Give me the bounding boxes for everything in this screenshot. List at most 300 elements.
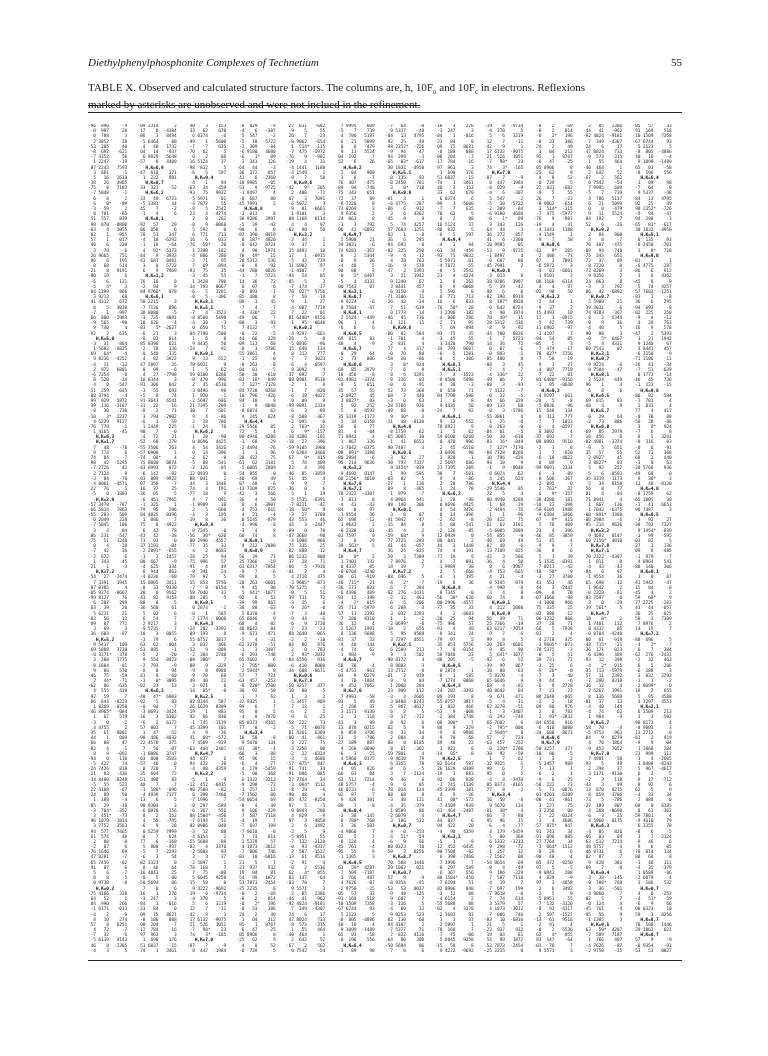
table-row: -8 029 -9 [236, 124, 276, 129]
table-row: -01 2 4 [533, 632, 573, 638]
table-row: -45 761 -4 [583, 907, 623, 913]
table-row: -32 9325 1 [236, 699, 276, 705]
table-row: 6 5 -206 [632, 663, 672, 669]
table-row: 76 16 0 [137, 279, 177, 285]
table-row: -6 18 -4022 [533, 456, 573, 461]
table-row: 1 5 62 [187, 367, 227, 373]
table-row: -5 88 -541 [187, 461, 227, 467]
table-row: -6 9 66 [632, 902, 672, 908]
table-row: -3 59 2 [88, 207, 128, 212]
table-row: -85 29 -38 [88, 803, 128, 809]
table-row: 8 7345 -0 [187, 528, 227, 534]
table-row: 68 2 440 [632, 456, 672, 461]
table-row: -8 188 088 [434, 149, 474, 155]
table-row: H,K=0,5 [385, 450, 412, 456]
table-row: -9 298 -72 [484, 845, 524, 851]
table-row: -7 42 36 [88, 549, 128, 555]
table-row: 3 1171 -9130 [335, 710, 375, 716]
table-row: 87 48 -6 [484, 544, 524, 550]
table-row: -59 7801 4 [632, 813, 672, 819]
table-row: -2 384 2748 [434, 715, 474, 721]
table-row: -63 34 -459 [434, 248, 474, 254]
table-row: -40 464 1 [583, 165, 623, 171]
table-row: 4 5229 9127 [88, 419, 128, 425]
table-row: 2 8 -262 [434, 279, 474, 285]
table-row: -1 9 -8040 [484, 466, 524, 472]
table-row: H,K=9,8 [632, 388, 659, 394]
table-row: -2 2 -18 [286, 637, 326, 643]
table-row: H,K=0,7 [583, 357, 610, 363]
table-row: -1 99 -595 [632, 533, 672, 539]
table-row: 50 3 7309 [632, 616, 672, 622]
table-row: -88 3 -93 [236, 321, 276, 327]
table-row: -85 480 8 [236, 295, 276, 301]
table-row: 88 041 2 [434, 539, 474, 544]
table-row: 3 7297 4551 [632, 699, 672, 705]
table-row: 4 28 763 [632, 321, 672, 327]
table-row: 77 8 -2 [484, 788, 524, 793]
table-row: -79 95 296 [137, 507, 177, 513]
table-row: -57 0 4409 [137, 160, 177, 166]
table-row: 3 1171 -9130 [583, 772, 623, 778]
table-row: -59 68* 9 [385, 533, 425, 539]
table-row: -25 2235 0 [484, 948, 524, 954]
table-row: 0 14 -396 [187, 450, 227, 456]
table-row: -7 1996 7 [434, 860, 474, 866]
table-row: -7 280 8310 [583, 679, 623, 685]
table-row: 11 6902 -97 [286, 264, 326, 270]
table-row: 95 214 9636 [583, 523, 623, 529]
table-row: -28 25 94 [187, 554, 227, 560]
table-row: -3 25 6 [286, 601, 326, 607]
table-row: -36 4 50 [484, 559, 524, 565]
table-row: -93 75 9832 [434, 253, 474, 259]
table-row: H,K=6,2 [187, 430, 214, 436]
table-row: 68 2 440 [385, 393, 425, 399]
table-row: -83 10 -6816 [236, 855, 276, 861]
table-column [484, 124, 532, 956]
table-row: -49 06 7 [236, 315, 276, 321]
table-row: 05 472 -8250 [286, 798, 326, 804]
table-row: -48 4 -9 [583, 404, 623, 410]
table-row: 0 2874 -1 [434, 668, 474, 674]
table-row: -28 25 94 [434, 616, 474, 622]
table-row: -9 70 68 [187, 673, 227, 679]
table-row: -19 8 36 [187, 518, 227, 524]
table-row: 17 6132 -9075 [484, 149, 524, 155]
table-row: 77 8 -2 [236, 725, 276, 731]
table-row: 9 6 05 [632, 845, 672, 851]
table-row: -18 23 -396 [533, 502, 573, 508]
table-row: H,K=3,2 [434, 834, 461, 840]
table-row: -92 6 52 [484, 658, 524, 664]
table-row: -3 12 88 [187, 829, 227, 835]
table-row: 8 2 5344 [335, 253, 375, 259]
table-row: 15 648 134 [286, 347, 326, 353]
table-row: -1 9 -8040 [236, 404, 276, 410]
table-row: 7 4981 -58 [335, 694, 375, 700]
table-row: -86 3 8494 [137, 134, 177, 140]
table-row: -0 93 -4317 [286, 845, 326, 851]
table-row: -84 1 -016 [434, 134, 474, 140]
table-row: 46 0731 6 [583, 850, 623, 856]
table-row: 56 8 77 [335, 424, 375, 430]
table-row: -66 03 04 [335, 772, 375, 778]
table-row: H,K=7,8 [583, 544, 610, 550]
table-row: 7 69 -894 [187, 264, 227, 270]
table-row: -5 6 -8593 [583, 471, 623, 477]
table-row: -53 53 0027 [632, 948, 672, 954]
table-row: -36 4 50 [236, 497, 276, 503]
table-row: 38 9286 3997 [236, 217, 276, 223]
table-row: 2 93* -2832 [286, 653, 326, 659]
table-row: 23 999 112 [632, 751, 672, 757]
table-row: 0 9738 -8 [88, 881, 128, 887]
table-row: 02 5 7 [583, 896, 623, 902]
table-row: -0 33 386 [236, 907, 276, 913]
table-row: H,K=9,4 [434, 238, 461, 244]
table-row: -2 91 4 [286, 860, 326, 866]
table-row: 08 0901 9510 [286, 378, 326, 384]
table-row: 14 19 7 [385, 564, 425, 570]
table-row: 40 3 -153 [434, 186, 474, 192]
table-row: -8 805 -4886 [632, 149, 672, 155]
table-row: 4 70 -1864 [583, 741, 623, 747]
table-row: 47 8281 -7 [88, 855, 128, 861]
table-row: 78 6921 9 [434, 424, 474, 430]
table-row: 27 7764 34 [286, 777, 326, 783]
table-row: -4 40 -144 [583, 705, 623, 710]
table-row: 08 0 6185 [632, 803, 672, 809]
table-row: 99 8 5 [484, 637, 524, 643]
table-row: -2 5603 93 [187, 850, 227, 856]
table-row: -36 171 023 [335, 585, 375, 591]
table-row: -82 3323 0 [137, 860, 177, 866]
table-row: 0 650 71 [434, 388, 474, 394]
table-row: -0 5* 6407 [335, 274, 375, 280]
table-row: -7 509 -7187 [583, 933, 623, 939]
table-row: 8 48 64 [137, 865, 177, 871]
table-row: 3 881 -1 [88, 170, 128, 176]
table-row: 87 2243 7593 [88, 165, 128, 171]
table-row: 52 73 368 [385, 388, 425, 394]
table-row: 86 644 -8223 [88, 699, 128, 705]
table-row: -81 38* -4 [236, 746, 276, 752]
table-row: -6 5 1281 [434, 352, 474, 358]
table-row: -6 4 -77 [236, 762, 276, 768]
table-row: -84 7728 8268 [236, 388, 276, 394]
table-row: 98 070 -0880 [88, 222, 128, 228]
table-row: 22 76 1 [88, 487, 128, 493]
table-row: -5 3381 44 [137, 201, 177, 207]
table-row: -75 4166 328 [88, 891, 128, 897]
table-row: -0 642 8724 [484, 305, 524, 311]
table-row: -27 189 807 [583, 803, 623, 809]
table-row: -0 470 996 [434, 440, 474, 446]
table-row: 7 349 -4307 [583, 139, 623, 145]
table-row: -2 9750 -25 [335, 886, 375, 892]
table-row: 3 8827* 03 [335, 398, 375, 404]
table-row: 6 3355 78 [385, 762, 425, 768]
table-row: -10 80 -5 [533, 751, 573, 757]
table-row: -9 6304 3466 [533, 513, 573, 519]
table-row: 23 4 396 [286, 466, 326, 472]
table-row: -7 98* 23 [187, 928, 227, 934]
table-row: 9 1099 -1489 [632, 160, 672, 166]
table-row: 6 390 -7460 [434, 855, 474, 861]
table-row: 50 2215 3 [137, 300, 177, 306]
table-row: 9 4435 50 [434, 404, 474, 410]
table-row: 2 084 0 [632, 798, 672, 804]
table-row: -76 50* 20 [187, 243, 227, 249]
table-row: 54 99 1872 [484, 938, 524, 944]
table-row: 2 0 783 [286, 647, 326, 653]
table-bottom-rule [88, 960, 682, 961]
table-row: -4 35 -379 [632, 865, 672, 871]
table-row: 40 10 -4 [335, 922, 375, 928]
table-row: 2 642 52 [286, 938, 326, 944]
table-row: 5 8370 -4 [484, 673, 524, 679]
table-row: -4 19 7 [484, 881, 524, 887]
table-row: H,K=5,7 [583, 720, 610, 726]
table-row: -70 62 5 [434, 212, 474, 218]
table-row: -3 48 111 [385, 798, 425, 804]
table-row: -19 0 -9734 [187, 891, 227, 897]
table-row: 0 07 -6 [236, 284, 276, 290]
table-row: 50 3 7309 [385, 554, 425, 560]
table-row: -12 452 -6435 [187, 782, 227, 788]
table-row: -0 124 4 [583, 902, 623, 908]
table-row: 5 547 -2 [484, 196, 524, 202]
table-row: -1 6171 -033 [88, 907, 128, 913]
table-row: -4 74 62 [335, 647, 375, 653]
table-row: 20 6 9562 [137, 590, 177, 596]
table-row: 08 0901 9510 [533, 440, 573, 446]
table-row: 44 66 329 [484, 398, 524, 404]
table-row: 30 1832 -4950 [632, 227, 672, 233]
table-row: 57 1 017 [88, 238, 128, 244]
table-row: 24 6 17 [583, 144, 623, 150]
table-row: 11 6902 -97 [533, 326, 573, 332]
table-row: 04 80 976 [286, 642, 326, 648]
table-row: H,K=7,0 [484, 170, 511, 176]
table-row: -8 1604 -01 [88, 663, 128, 669]
table-row: H,K=8,8 [187, 523, 214, 529]
table-row: -0 987 28 [88, 129, 128, 135]
table-row: 63 59* 4287 [583, 928, 623, 934]
table-row: -35 853 5756 [434, 642, 474, 648]
table-row: 04 7790 -500 [434, 393, 474, 399]
table-row: -92 6 52 [236, 596, 276, 602]
table-row: 1 3 2 [533, 756, 573, 762]
table-row: -9 46 6 [632, 839, 672, 845]
table-row: -6 4775 -287 [385, 201, 425, 207]
table-row: 2 0 783 [533, 710, 573, 716]
table-row: 4 9 -36 [187, 730, 227, 736]
table-row: -3 013 8 [236, 212, 276, 218]
table-row: H,K=3,2 [533, 295, 560, 301]
table-row: -66 5 -7938 [286, 564, 326, 570]
table-row: H,K=0,4 [583, 871, 610, 876]
table-row: 55 0757 3817 [187, 637, 227, 643]
table-row: 65 03 -58 [335, 933, 375, 939]
table-row: -1 68 -29 [236, 440, 276, 446]
table-row: 4 21 -4 [236, 513, 276, 519]
table-row: H,K=5,0 [88, 336, 115, 342]
table-row: -3 2256 00 [286, 746, 326, 752]
table-row: -4 9860 7 [583, 891, 623, 897]
table-row: -51 400 83 [137, 777, 177, 783]
table-row: -10 9985 -05 [236, 181, 276, 187]
table-row: 9 554 -8423 [137, 658, 177, 664]
table-row: 2 5524 -449 [583, 378, 623, 384]
table-row: 14 36 72 [484, 341, 524, 347]
table-row: -82 888 -12 [533, 611, 573, 617]
table-row: -7 9618 -0 [484, 891, 524, 897]
table-row: 6 3 -89 [286, 409, 326, 415]
table-row: 88 041 2 [187, 476, 227, 482]
table-row: -1 121 -15 [632, 383, 672, 389]
table-row: 2 507 -1527 [286, 850, 326, 856]
table-row: H,K=0,2 [88, 886, 115, 892]
table-row: H,K=7,8 [335, 481, 362, 487]
table-row: 2 28 786 [187, 419, 227, 425]
table-row: 4 9 -36 [434, 793, 474, 799]
table-row: 5 34 6158 [583, 481, 623, 487]
table-row: -76 9 -981 [533, 217, 573, 223]
table-row: 48 5757 -4 [335, 782, 375, 788]
table-row: -1 1305 3 [583, 917, 623, 923]
table-row: -07 3668 -98 [533, 596, 573, 602]
table-row: -3 064* 1512 [533, 845, 573, 851]
table-row: -3 013 8 [484, 274, 524, 280]
table-row: H,K=0,7 [385, 824, 412, 830]
table-row: 74 9283 -367 [335, 248, 375, 254]
table-row: 9 4435 50 [187, 341, 227, 347]
table-row: 0 0 -479 [583, 207, 623, 212]
table-row: 5 95 4588 [632, 694, 672, 700]
table-row: -4 806 286 [187, 253, 227, 259]
table-row: 74 3* -165 [187, 933, 227, 939]
table-row: -58 20 -86 [385, 357, 425, 363]
table-row: 06 231 -547 [88, 533, 128, 539]
table-row: 0 8 -5 [88, 876, 128, 882]
table-row: -90 48 4 [286, 793, 326, 799]
table-row: 24 2 49 [236, 912, 276, 918]
table-row: 9 86 570 [88, 668, 128, 674]
table-row: -2 5897 1 [187, 860, 227, 866]
table-row: 29 1062 021 [385, 865, 425, 871]
table-row: -2 309 -84 [484, 207, 524, 212]
table-row: 21 5 1 [236, 860, 276, 866]
table-row: 1 6 8 [434, 398, 474, 404]
table-row: -7 1562 00 [236, 793, 276, 799]
table-row: 4 268 -0690 [335, 746, 375, 752]
table-row: 7 75 -00 [434, 933, 474, 939]
table-row: 1 55 464 [583, 160, 623, 166]
table-row: 2 5944* 8 [484, 730, 524, 736]
table-row: 4 179 -5459 [236, 767, 276, 773]
table-row: -4 336* 22 [236, 310, 276, 316]
table-row: 94 422 -20 [187, 762, 227, 768]
table-row: -89 7 -8 [335, 803, 375, 809]
table-row: 38 7 -501 [434, 471, 474, 477]
table-row: -98 486 -4032 [137, 736, 177, 742]
table-row: 15 4493 10 [286, 248, 326, 254]
table-row: -66 03 04 [583, 834, 623, 840]
table-row: -80 82 -584 [385, 331, 425, 337]
table-row: 88 1504* -450 [434, 876, 474, 882]
table-row: -7 0211 -42 [533, 564, 573, 570]
table-row: 9 4692 0147 [583, 533, 623, 539]
table-row: 83 147 -64 [286, 876, 326, 882]
table-row: 07 0305 4 [88, 585, 128, 591]
table-row: -3 0691 -3424 [137, 710, 177, 716]
table-row: 75 8 -4922 [137, 523, 177, 529]
table-row: -0 297 -589 [187, 803, 227, 809]
table-row: -9 44 -6 [286, 616, 326, 622]
table-row: H,K=2,9 [88, 497, 115, 503]
table-row: -4 1549 1 [286, 170, 326, 176]
table-row: -09 113 60 [484, 404, 524, 410]
table-row: 2 28 786 [434, 481, 474, 487]
table-row: 41 4312 672 [88, 300, 128, 306]
table-row: -3 55 693 [137, 388, 177, 394]
table-row: 5 641* -1077 [484, 653, 524, 659]
table-row: -0 5 -306 [187, 295, 227, 301]
table-row: -8 9062 -654 [286, 139, 326, 145]
table-row: -0 22 -5 [236, 331, 276, 337]
table-row: 63 59* 4287 [335, 865, 375, 871]
table-row: 46 8 -2385 [88, 943, 128, 949]
table-row: -0 893 -1 [236, 290, 276, 295]
running-title: Diethylphenylphosphonite Complexes of Technetium [88, 57, 319, 69]
table-row: -6 3 54 [137, 855, 177, 861]
table-row: 04 7790 -500 [187, 331, 227, 337]
table-row: 40 8642 84 [236, 627, 276, 633]
table-row: -4 30 -3 [434, 383, 474, 389]
table-row: 18 8* 2 [335, 554, 375, 560]
table-row: -4 8061 -4571 [88, 481, 128, 487]
table-row: 1 920 -1 [434, 456, 474, 461]
table-row: 8 4337 85 [583, 627, 623, 633]
table-row: H,K=8,8 [434, 585, 461, 591]
table-row: 17 1 -0915 [533, 315, 573, 321]
table-row: -53 9 -008 [187, 647, 227, 653]
table-row: -6 2 1 [286, 710, 326, 716]
table-row: -09 75 8621 [434, 144, 474, 150]
table-row: -8 8500 5498 [187, 315, 227, 321]
table-row: -30 92 -50 [236, 689, 276, 695]
table-row: -4 9860 7 [335, 829, 375, 835]
table-row: 9 6 05 [385, 782, 425, 788]
table-row: 74 4 191 [434, 549, 474, 555]
table-row: 3 3 -502 [632, 715, 672, 721]
table-column [237, 124, 285, 956]
table-row: -52 60 -278 [137, 440, 177, 446]
table-row: -0 9 -0068 [187, 222, 227, 228]
table-row: -3 4 8 [484, 590, 524, 596]
table-row: -74 1 3461 [137, 948, 177, 954]
table-row: H,K=7,2 [88, 570, 115, 576]
table-row: 0 09 -6 [137, 367, 177, 373]
table-row: -7 1996 7 [187, 798, 227, 804]
table-row: H,K=3,2 [583, 528, 610, 534]
table-row: -9 5 651 [583, 445, 623, 451]
table-row: 3 032 2293 [385, 611, 425, 617]
table-row: 7 23 -23 [533, 689, 573, 695]
table-row: 6 7 384 [632, 647, 672, 653]
